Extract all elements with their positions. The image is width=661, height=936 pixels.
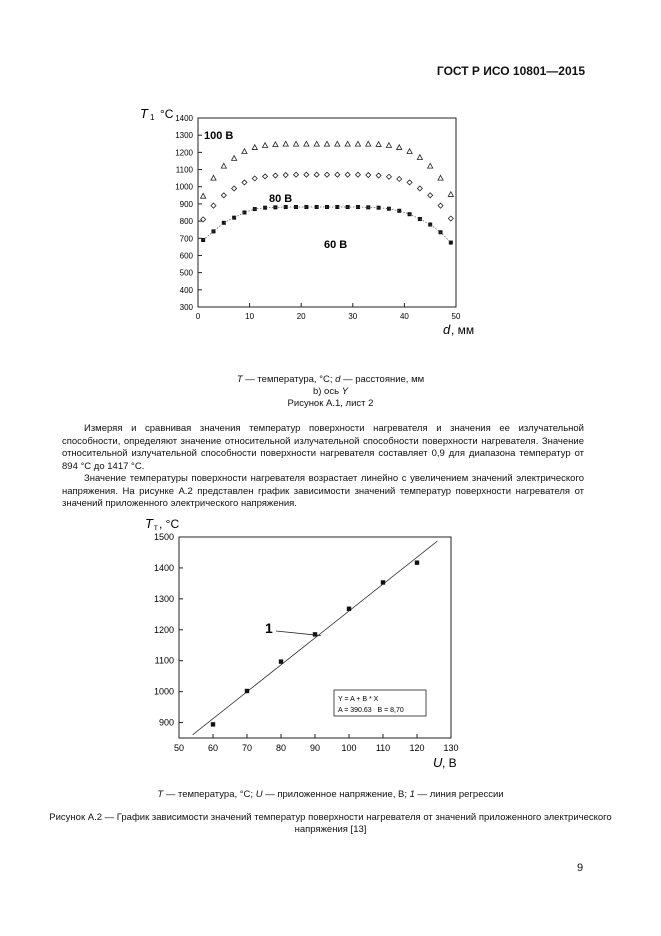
chart1-point-100v bbox=[201, 193, 206, 198]
chart1-x-tick-label: 0 bbox=[195, 312, 201, 321]
legend2-symbol-u: U bbox=[255, 789, 263, 800]
document-header: ГОСТ Р ИСО 10801—2015 bbox=[436, 64, 585, 78]
legend-text-t: — температура, °C; bbox=[242, 374, 336, 385]
chart1-label-80v: 80 В bbox=[269, 193, 293, 205]
figure-a2-title: Рисунок А.2 — График зависимости значений температур поверхности нагревателя от значений приложенного электрического напряжения [13] bbox=[49, 812, 612, 835]
chart2-y-tick-label: 1000 bbox=[153, 686, 174, 697]
chart1-point-80v bbox=[448, 216, 453, 221]
chart2-x-tick-label: 100 bbox=[341, 743, 357, 753]
chart1-point-80v bbox=[273, 173, 278, 178]
chart2-x-tick-label: 50 bbox=[173, 743, 185, 753]
chart1-point-80v bbox=[438, 203, 443, 208]
chart2-y-tick-label: 1400 bbox=[153, 562, 174, 573]
chart1-point-100v bbox=[211, 175, 216, 180]
chart2-x-tick-label: 90 bbox=[309, 743, 321, 753]
chart1-point-80v bbox=[314, 172, 319, 177]
page-number: 9 bbox=[577, 862, 584, 874]
chart1-point-100v bbox=[386, 143, 391, 148]
chart1-y-tick-label: 500 bbox=[179, 268, 193, 278]
legend-text-d: — расстояние, мм bbox=[340, 374, 425, 385]
chart1-y-tick-label: 800 bbox=[179, 217, 193, 227]
chart1-ylabel-unit: °C bbox=[160, 107, 174, 121]
chart1-point-100v bbox=[355, 141, 360, 146]
chart1-point-60v bbox=[428, 223, 432, 227]
chart1-point-100v bbox=[221, 163, 226, 168]
chart2-ylabel-subscript: т bbox=[154, 523, 158, 532]
chart1-point-100v bbox=[417, 155, 422, 160]
chart1-xlabel-symbol: d bbox=[443, 322, 451, 337]
legend-symbol-t: T bbox=[236, 374, 243, 385]
chart1-point-80v bbox=[221, 193, 226, 198]
regression-coefficients: A = 390.63 B = 8,70 bbox=[338, 707, 404, 714]
chart1-point-80v bbox=[325, 172, 330, 177]
chart1-label-60v: 60 В bbox=[324, 239, 348, 251]
chart1-y-tick-label: 900 bbox=[179, 199, 193, 209]
legend-symbol-d: d bbox=[335, 374, 341, 385]
legend2-symbol-t: T bbox=[157, 789, 164, 800]
chart1-point-100v bbox=[324, 141, 329, 146]
chart1-point-80v bbox=[366, 173, 371, 178]
chart2-y-tick-label: 900 bbox=[158, 717, 174, 728]
body-text bbox=[62, 423, 584, 511]
chart2-data-point bbox=[279, 659, 283, 663]
chart1-point-80v bbox=[407, 180, 412, 185]
chart1-point-100v bbox=[345, 141, 350, 146]
chart1-point-100v bbox=[252, 145, 257, 150]
chart1-ylabel-subscript: 1 bbox=[150, 113, 155, 122]
subcaption-axis: Y bbox=[341, 386, 349, 397]
figure-a1-title: Рисунок А.1, лист 2 bbox=[287, 398, 374, 409]
chart1-y-tick-label: 600 bbox=[179, 251, 193, 261]
chart1-point-100v bbox=[304, 141, 309, 146]
chart1-point-60v bbox=[232, 216, 236, 220]
chart1-y-tick-label: 1200 bbox=[175, 148, 193, 158]
chart1-x-tick-label: 30 bbox=[348, 312, 358, 321]
chart1-point-100v bbox=[376, 142, 381, 147]
chart1-point-80v bbox=[335, 172, 340, 177]
figure-a2-legend bbox=[0, 789, 661, 801]
chart1-point-100v bbox=[438, 175, 443, 180]
chart2-ylabel-unit: , °C bbox=[159, 517, 180, 531]
chart2-data-point bbox=[211, 722, 215, 726]
chart1-point-80v bbox=[345, 172, 350, 177]
legend2-text-t: — температура, °C; bbox=[163, 789, 256, 800]
chart2-x-tick-label: 120 bbox=[409, 743, 425, 753]
legend2-symbol-1: 1 bbox=[409, 789, 415, 800]
chart2-y-tick-label: 1100 bbox=[154, 655, 174, 666]
chart1-point-100v bbox=[273, 142, 278, 147]
chart2-x-tick-label: 110 bbox=[375, 743, 391, 753]
chart1-x-tick-label: 20 bbox=[296, 312, 306, 321]
chart1-point-80v bbox=[428, 193, 433, 198]
chart1-label-100v: 100 В bbox=[204, 130, 234, 142]
legend2-text-regression: — линия регрессии bbox=[414, 789, 504, 800]
chart1-point-100v bbox=[397, 145, 402, 150]
chart1-point-80v bbox=[355, 172, 360, 177]
chart1-x-tick-label: 40 bbox=[399, 312, 409, 321]
chart1-point-80v bbox=[376, 173, 381, 178]
chart1-series-line-60v bbox=[203, 207, 451, 243]
chart1-y-tick-label: 700 bbox=[179, 234, 193, 244]
chart1-point-100v bbox=[366, 141, 371, 146]
chart2-xlabel-symbol: U bbox=[433, 755, 443, 770]
chart1-point-100v bbox=[314, 141, 319, 146]
chart2-y-tick-label: 1300 bbox=[153, 593, 174, 604]
chart1-point-80v bbox=[252, 176, 257, 181]
chart2-x-tick-label: 70 bbox=[241, 743, 253, 753]
chart2-data-point bbox=[245, 689, 249, 693]
chart1-ylabel-symbol: T bbox=[140, 106, 148, 121]
chart2-data-point bbox=[381, 580, 385, 584]
chart1-point-60v bbox=[418, 217, 422, 221]
chart1-point-100v bbox=[242, 149, 247, 154]
chart1-point-100v bbox=[407, 149, 412, 154]
chart1-y-tick-label: 1100 bbox=[175, 165, 193, 175]
chart2-x-tick-label: 60 bbox=[207, 743, 219, 753]
chart1-point-80v bbox=[386, 174, 391, 179]
chart1-xlabel-unit: , мм bbox=[451, 323, 475, 337]
chart1-point-100v bbox=[335, 141, 340, 146]
chart1-point-100v bbox=[448, 192, 453, 197]
chart1-point-80v bbox=[232, 186, 237, 191]
chart1-y-tick-label: 1000 bbox=[175, 182, 193, 192]
chart2-y-tick-label: 1500 bbox=[153, 532, 174, 542]
chart1-point-80v bbox=[283, 173, 288, 178]
chart1-point-100v bbox=[283, 141, 288, 146]
chart1-point-80v bbox=[397, 176, 402, 181]
chart2-y-tick-label: 1200 bbox=[153, 624, 174, 635]
figure-a1-legend bbox=[0, 374, 661, 386]
chart2-x-tick-label: 80 bbox=[275, 743, 287, 753]
figure-a1-subcaption bbox=[0, 386, 661, 398]
chart1-point-80v bbox=[294, 172, 299, 177]
subcaption-text: b) ось bbox=[312, 386, 342, 397]
regression-equation: Y = A + B * X bbox=[338, 696, 379, 703]
chart2-data-point bbox=[347, 607, 351, 611]
chart2-regression-label: 1 bbox=[265, 620, 273, 636]
chart1-x-tick-label: 10 bbox=[245, 312, 255, 321]
chart1-point-80v bbox=[211, 203, 216, 208]
paragraph-1: Измеряя и сравнивая значения температур поверхности нагревателя и значения ее излучательной способности, определяют значение относительной излучательной способности поверхности нагревателя. Значение относительной излучательной способности поверхности нагревателя составляет 0,9 для диапазона температур от 894 °С до 1417 °С. bbox=[62, 423, 584, 472]
chart1-y-tick-label: 400 bbox=[179, 285, 193, 295]
chart2-data-point bbox=[415, 560, 419, 564]
chart2-ylabel-symbol: T bbox=[145, 516, 153, 531]
chart1-x-tick-label: 50 bbox=[451, 312, 461, 321]
chart1-point-100v bbox=[232, 156, 237, 161]
legend2-text-u: — приложенное напряжение, В; bbox=[262, 789, 410, 800]
chart1-point-100v bbox=[428, 163, 433, 168]
chart1-point-100v bbox=[262, 143, 267, 148]
chart1-y-tick-label: 300 bbox=[179, 303, 193, 312]
chart2-x-tick-label: 130 bbox=[443, 743, 459, 753]
chart1-y-tick-label: 1300 bbox=[175, 131, 193, 141]
chart1-point-60v bbox=[242, 211, 246, 215]
chart1-point-80v bbox=[304, 172, 309, 177]
chart1-point-100v bbox=[293, 141, 298, 146]
chart1-point-80v bbox=[263, 174, 268, 179]
paragraph-2: Значение температуры поверхности нагревателя возрастает линейно с увеличением значений электрического напряжения. На рисунке А.2 представлен график зависимости значений температур поверхности нагревателя от значений приложенного электрического напряжения. bbox=[62, 473, 584, 509]
chart1-y-tick-label: 1400 bbox=[175, 114, 193, 123]
chart2-xlabel-unit: , В bbox=[442, 756, 457, 770]
chart1-point-80v bbox=[242, 180, 247, 185]
chart1-point-80v bbox=[417, 186, 422, 191]
